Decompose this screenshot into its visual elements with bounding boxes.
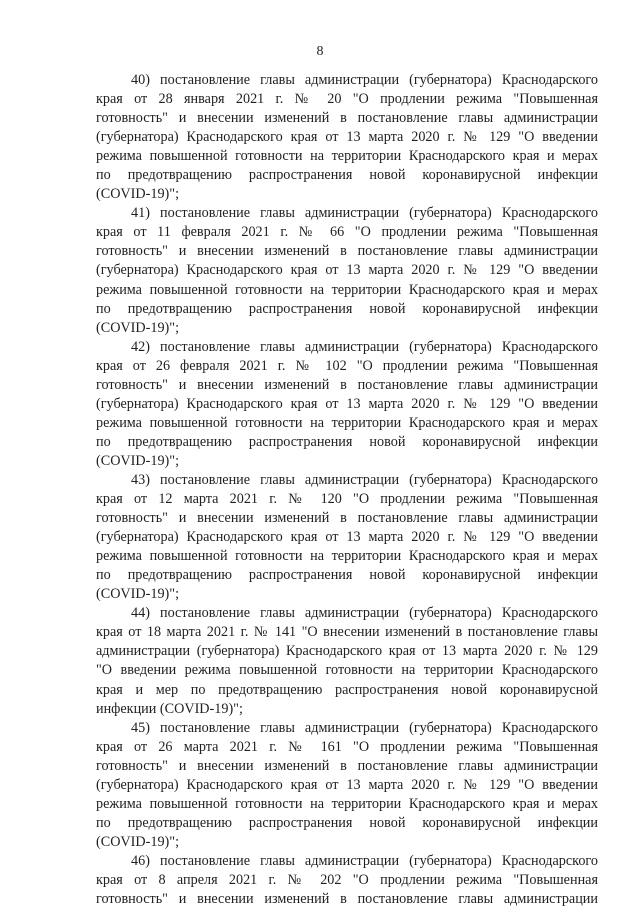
text-line: (COVID-19)";: [96, 452, 180, 469]
text-line: режима повышенной готовности на территории Краснодарского края и мерах: [96, 795, 598, 812]
text-line: (губернатора) Краснодарского края от 13 марта 2020 г. № 129 "О введении: [96, 395, 598, 412]
list-item: [96, 852, 598, 909]
text-line: готовность" и внесении изменений в постановление главы администрации: [96, 510, 598, 527]
text-line: края от 11 февраля 2021 г. № 66 "О продлении режима "Повышенная: [96, 224, 598, 241]
text-line: готовность" и внесении изменений в постановление главы администрации: [96, 757, 598, 774]
text-line: края от 18 марта 2021 г. № 141 "О внесении изменений в постановление главы: [96, 624, 598, 641]
text-line: (COVID-19)";: [96, 319, 180, 336]
document-body: [96, 71, 598, 909]
text-line: готовность" и внесении изменений в постановление главы администрации: [96, 376, 598, 393]
text-line: по предотвращению распространения новой коронавирусной инфекции: [96, 433, 598, 450]
text-line: 41) постановление главы администрации (губернатора) Краснодарского: [131, 205, 598, 222]
text-line: края и мер по предотвращению распространения новой коронавирусной: [96, 681, 598, 698]
text-line: края от 12 марта 2021 г. № 120 "О продлении режима "Повышенная: [96, 491, 598, 508]
text-line: "О введении режима повышенной готовности на территории Краснодарского: [96, 662, 598, 679]
text-line: готовность" и внесении изменений в постановление главы администрации: [96, 243, 598, 260]
text-line: 46) постановление главы администрации (губернатора) Краснодарского: [131, 852, 598, 869]
text-line: 42) постановление главы администрации (губернатора) Краснодарского: [131, 338, 598, 355]
text-line: по предотвращению распространения новой коронавирусной инфекции: [96, 567, 598, 584]
text-line: режима повышенной готовности на территории Краснодарского края и мерах: [96, 548, 598, 565]
text-line: 40) постановление главы администрации (губернатора) Краснодарского: [131, 72, 598, 88]
text-line: (губернатора) Краснодарского края от 13 марта 2020 г. № 129 "О введении: [96, 129, 598, 146]
text-line: (губернатора) Краснодарского края от 13 марта 2020 г. № 129 "О введении: [96, 776, 598, 793]
list-item: [96, 719, 598, 852]
text-line: по предотвращению распространения новой коронавирусной инфекции: [96, 167, 598, 184]
text-line: (COVID-19)";: [96, 186, 180, 203]
text-line: по предотвращению распространения новой коронавирусной инфекции: [96, 300, 598, 317]
text-line: режима повышенной готовности на территории Краснодарского края и мерах: [96, 414, 598, 431]
text-line: (губернатора) Краснодарского края от 13 марта 2020 г. № 129 "О введении: [96, 262, 598, 279]
list-item: [96, 471, 598, 604]
text-line: готовность" и внесении изменений в постановление главы администрации: [96, 110, 598, 127]
text-line: края от 26 марта 2021 г. № 161 "О продлении режима "Повышенная: [96, 738, 598, 755]
list-item: [96, 71, 598, 204]
text-line: инфекции (COVID-19)";: [96, 700, 243, 717]
text-line: готовность" и внесении изменений в постановление главы администрации: [96, 891, 598, 908]
text-line: режима повышенной готовности на территории Краснодарского края и мерах: [96, 281, 598, 298]
text-line: (COVID-19)";: [96, 833, 180, 850]
page-number: 8: [316, 44, 324, 59]
list-item: [96, 604, 598, 718]
text-line: администрации (губернатора) Краснодарского края от 13 марта 2020 г. № 129: [96, 643, 598, 660]
text-line: режима повышенной готовности на территории Краснодарского края и мерах: [96, 148, 598, 165]
text-line: (губернатора) Краснодарского края от 13 марта 2020 г. № 129 "О введении: [96, 529, 598, 546]
text-line: 44) постановление главы администрации (губернатора) Краснодарского: [131, 605, 598, 622]
list-item: [96, 204, 598, 337]
text-line: 45) постановление главы администрации (губернатора) Краснодарского: [131, 719, 598, 736]
text-line: по предотвращению распространения новой коронавирусной инфекции: [96, 814, 598, 831]
text-line: края от 26 февраля 2021 г. № 102 "О продлении режима "Повышенная: [96, 357, 598, 374]
text-line: (COVID-19)";: [96, 586, 180, 603]
list-item: [96, 338, 598, 471]
text-line: края от 28 января 2021 г. № 20 "О продлении режима "Повышенная: [96, 91, 598, 108]
text-line: края от 8 апреля 2021 г. № 202 "О продлении режима "Повышенная: [96, 871, 598, 888]
text-line: 43) постановление главы администрации (губернатора) Краснодарского: [131, 471, 598, 488]
